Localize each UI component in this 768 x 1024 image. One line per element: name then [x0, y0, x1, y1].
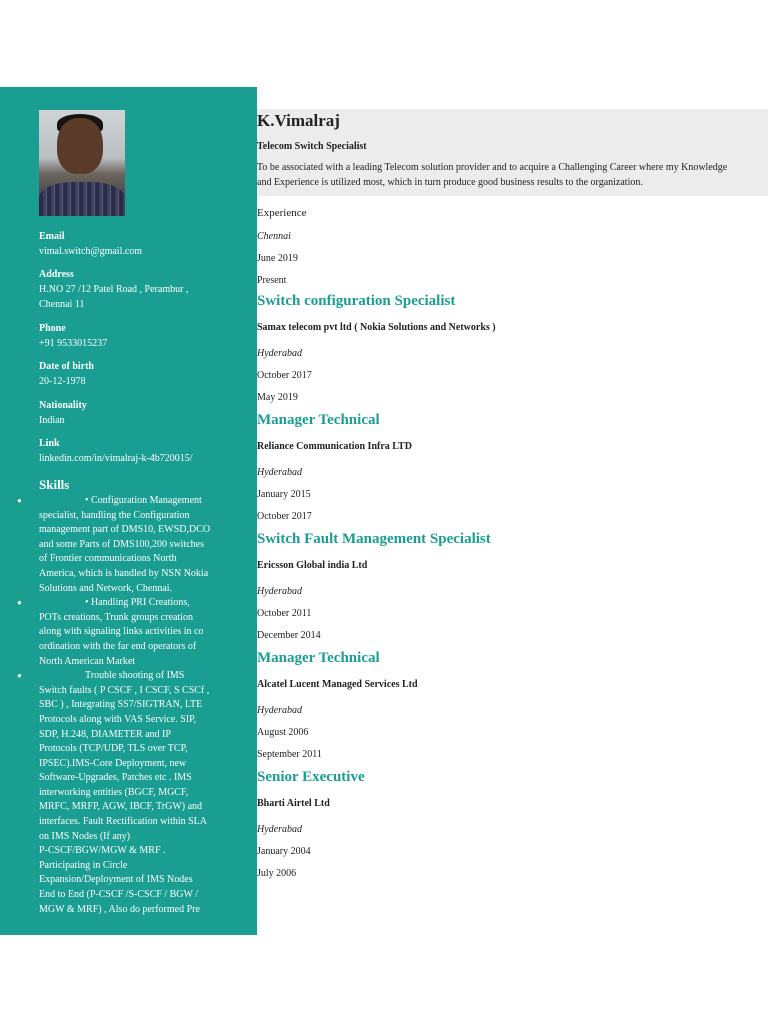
- skill-text: North American Market: [39, 655, 136, 667]
- job-role: Switch Fault Management Specialist: [257, 531, 491, 547]
- skill-text: Switch faults ( P CSCF , I CSCF, S CSCf ,: [39, 684, 210, 696]
- link-block: [39, 436, 193, 466]
- objective-line: To be associated with a leading Telecom solution provider and to acquire a Challenging Career where my Knowledge: [257, 162, 728, 173]
- job-start-date: January 2004: [257, 846, 311, 857]
- skill-text: MRFC, MRFP, AGW, IBCF, TrGW) and: [39, 801, 203, 813]
- link-label: Link: [39, 438, 60, 449]
- skills-title: Skills: [39, 477, 70, 492]
- candidate-name: K.Vimalraj: [257, 111, 340, 130]
- skill-text: • Configuration Management: [85, 495, 202, 506]
- skill-text: Solutions and Network, Chennai.: [39, 582, 173, 594]
- dob-value: 20-12-1978: [39, 376, 86, 387]
- skill-text: POTs creations, Trunk groups creation: [39, 611, 194, 623]
- job-end-date: May 2019: [257, 392, 298, 403]
- main-content: [257, 0, 768, 1024]
- address-line1: H.NO 27 /12 Patel Road , Perambur ,: [39, 284, 189, 295]
- job-end-date: October 2017: [257, 511, 312, 522]
- company-name: Bharti Airtel Ltd: [257, 798, 330, 809]
- email-block: [39, 229, 142, 259]
- skill-text: IPSEC).IMS-Core Deployment, new: [39, 757, 187, 769]
- skill-text: P-CSCF/BGW/MGW & MRF .: [39, 845, 166, 857]
- skill-text: Protocols (TCP/UDP, TLS over TCP,: [39, 743, 188, 755]
- skill-text: End to End (P-CSCF /S-CSCF / BGW /: [39, 889, 199, 901]
- skill-text: ordination with the far end operators of: [39, 640, 197, 652]
- skill-text: Trouble shooting of IMS: [85, 670, 185, 682]
- job-role: Manager Technical: [257, 650, 380, 666]
- address-block: [39, 267, 188, 312]
- skill-text: MGW & MRF) , Also do performed Pre: [39, 903, 200, 915]
- skill-text: Expansion/Deployment of IMS Nodes: [39, 874, 193, 886]
- job-start-date: October 2017: [257, 370, 312, 381]
- nationality-value: Indian: [39, 415, 65, 426]
- job-location: Hyderabad: [257, 467, 302, 478]
- job-start-date: August 2006: [257, 727, 309, 738]
- skill-text: • Handling PRI Creations,: [85, 597, 190, 609]
- job-title: Telecom Switch Specialist: [257, 141, 367, 152]
- profile-photo: [39, 110, 125, 216]
- skill-text: on IMS Nodes (If any): [39, 830, 131, 842]
- current-end-date: Present: [257, 275, 287, 286]
- job-role: Switch configuration Specialist: [257, 293, 456, 309]
- email-label: Email: [39, 231, 65, 242]
- dob-label: Date of birth: [39, 361, 94, 372]
- objective-line: and Experience is utilized most, which in turn produce good business results to the organization.: [257, 177, 643, 188]
- company-name: Reliance Communication Infra LTD: [257, 441, 412, 452]
- skill-text: SBC ) , Integrating SS7/SIGTRAN, LTE: [39, 699, 203, 711]
- email-value[interactable]: vimal.switch@gmail.com: [39, 246, 143, 257]
- nationality-label: Nationality: [39, 400, 87, 411]
- skill-text: along with signaling links activities in co: [39, 626, 204, 638]
- nationality-block: [39, 398, 87, 428]
- objective: [257, 160, 768, 190]
- skills-list: [39, 494, 231, 917]
- job-role: Senior Executive: [257, 769, 365, 785]
- company-name: Ericsson Global india Ltd: [257, 560, 368, 571]
- skill-text: specialist, handling the Configuration: [39, 509, 190, 521]
- job-end-date: December 2014: [257, 630, 321, 641]
- job-location: Hyderabad: [257, 705, 302, 716]
- skill-item: [39, 596, 231, 669]
- skill-text: and some Parts of DMS100,200 switches: [39, 538, 204, 550]
- job-location: Hyderabad: [257, 824, 302, 835]
- skill-text: interworking entities (BGCF, MGCF,: [39, 786, 189, 798]
- skill-text: management part of DMS10, EWSD,DCO: [39, 524, 211, 536]
- skill-text: of Frontier communications North: [39, 553, 177, 565]
- dob-block: [39, 359, 94, 389]
- current-start-date: June 2019: [257, 253, 298, 264]
- job-start-date: January 2015: [257, 489, 311, 500]
- job-end-date: July 2006: [257, 868, 297, 879]
- sidebar: [0, 87, 257, 935]
- job-location: Hyderabad: [257, 586, 302, 597]
- company-name: Alcatel Lucent Managed Services Ltd: [257, 679, 418, 690]
- linkedin-link[interactable]: linkedin.com/in/vimalraj-k-4b720015/: [39, 453, 193, 464]
- skill-text: interfaces. Fault Rectification within SLA: [39, 816, 208, 828]
- phone-value: +91 9533015237: [39, 338, 108, 349]
- experience-heading: Experience: [257, 207, 307, 219]
- job-end-date: September 2011: [257, 749, 322, 760]
- job-location: Hyderabad: [257, 348, 302, 359]
- job-start-date: October 2011: [257, 608, 312, 619]
- job-role: Manager Technical: [257, 412, 380, 428]
- company-name: Samax telecom pvt ltd ( Nokia Solutions and Networks ): [257, 322, 496, 333]
- skill-text: Participating in Circle: [39, 859, 128, 871]
- address-label: Address: [39, 269, 74, 280]
- skill-text: Software-Upgrades, Patches etc . IMS: [39, 772, 192, 784]
- skill-text: America, which is handled by NSN Nokia: [39, 567, 209, 579]
- phone-block: [39, 321, 107, 351]
- skill-item: [39, 669, 231, 917]
- phone-label: Phone: [39, 323, 66, 334]
- current-location: Chennai: [257, 231, 291, 242]
- skill-text: SDP, H.248, DIAMETER and IP: [39, 728, 171, 740]
- address-line2: Chennai 11: [39, 299, 85, 310]
- skill-text: Protocols along with VAS Service. SIP,: [39, 713, 197, 725]
- skill-item: [39, 494, 231, 596]
